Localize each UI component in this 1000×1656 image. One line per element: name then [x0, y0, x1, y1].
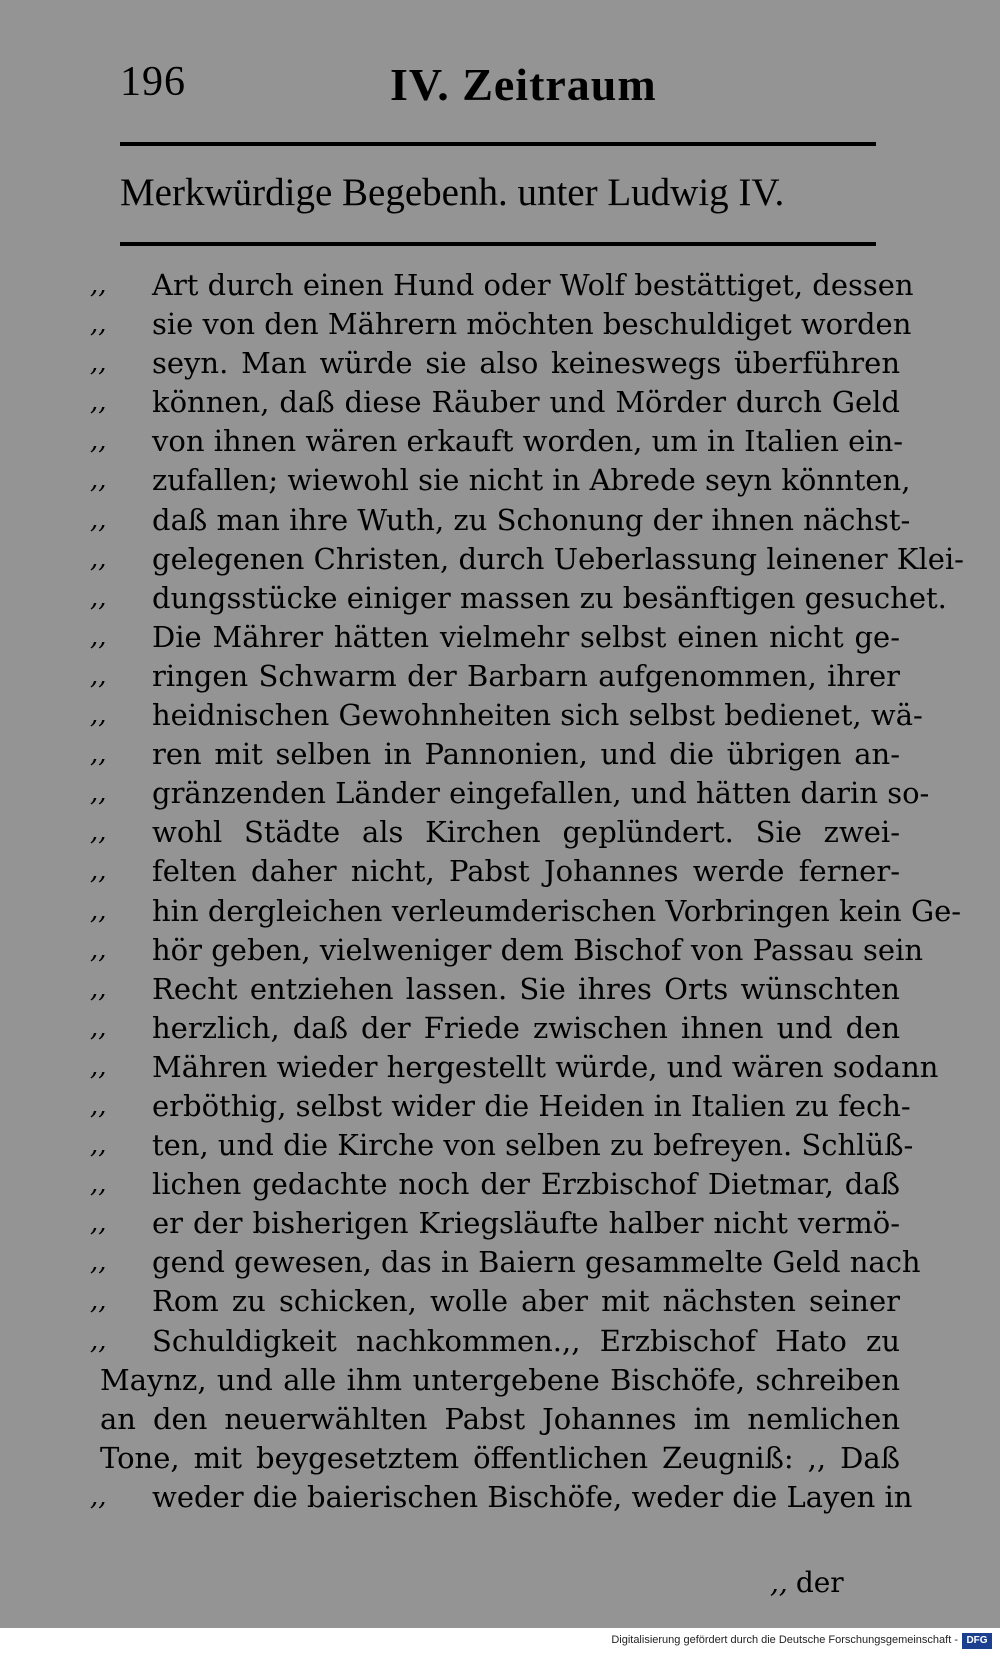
quote-mark: ,,: [90, 1090, 107, 1121]
quote-mark: ,,: [90, 739, 107, 770]
text-line: [90, 892, 962, 931]
line-text: herzlich, daß der Friede zwischen ihnen und den: [152, 1010, 900, 1045]
quote-mark: ,,: [90, 973, 107, 1004]
header-rule: [120, 142, 876, 146]
text-line: [90, 579, 947, 618]
page-number: 196: [120, 59, 186, 105]
text-line: [90, 774, 930, 813]
quote-mark: ,,: [90, 934, 107, 965]
catchword-word: der: [795, 1566, 844, 1599]
quote-mark: ,,: [90, 895, 107, 926]
text-line: [90, 1400, 900, 1439]
text-line: [90, 422, 904, 461]
text-line: [90, 501, 911, 540]
line-text: felten daher nicht, Pabst Johannes werde ferner-: [152, 854, 900, 889]
line-text: ren mit selben in Pannonien, und die übrigen an-: [152, 737, 900, 772]
text-line: [90, 852, 900, 891]
heading-rule: [120, 242, 876, 246]
text-line: [90, 266, 914, 305]
text-line: [90, 1439, 900, 1478]
line-text: ringen Schwarm der Barbarn aufgenommen, ihrer: [152, 658, 900, 693]
running-title: IV. Zeitraum: [390, 59, 657, 110]
text-line: [90, 1048, 939, 1087]
quote-mark: ,,: [90, 1012, 107, 1043]
line-text: von ihnen wären erkauft worden, um in Italien ein-: [152, 424, 904, 459]
quote-mark: ,,: [90, 660, 107, 691]
text-line: [90, 1165, 900, 1204]
text-line: [90, 540, 964, 579]
line-text: Schuldigkeit nachkommen.,, Erzbischof Hato zu: [152, 1323, 900, 1358]
text-line: [90, 1009, 900, 1048]
quote-mark: ,,: [90, 270, 107, 300]
line-text: hin dergleichen verleumderischen Vorbringen kein Ge-: [152, 893, 962, 928]
quote-mark: ,,: [90, 1325, 107, 1356]
line-text: zufallen; wiewohl sie nicht in Abrede seyn könnten,: [152, 463, 911, 498]
text-line: [90, 1282, 900, 1321]
quote-mark: ,,: [90, 778, 107, 809]
line-text: gränzenden Länder eingefallen, und hätten darin so-: [152, 776, 930, 811]
footer-credit: Digitalisierung gefördert durch die Deutsche Forschungsgemeinschaft -: [611, 1634, 958, 1646]
line-text: weder die baierischen Bischöfe, weder die Layen in: [152, 1479, 913, 1514]
body-text: [90, 266, 964, 1517]
text-line: [90, 657, 900, 696]
catchword-quote-mark: ,,: [770, 1566, 788, 1599]
quote-mark: ,,: [90, 387, 107, 418]
catchword: [770, 1566, 844, 1599]
quote-mark: ,,: [90, 1247, 107, 1278]
line-text: an den neuerwählten Pabst Johannes im nemlichen: [100, 1401, 900, 1436]
line-text: Die Mährer hätten vielmehr selbst einen nicht ge-: [152, 619, 900, 654]
quote-mark: ,,: [90, 621, 107, 652]
line-text: können, daß diese Räuber und Mörder durch Geld: [152, 385, 900, 420]
line-text: Mähren wieder hergestellt würde, und wären sodann: [152, 1049, 939, 1084]
line-text: Rom zu schicken, wolle aber mit nächsten seiner: [152, 1284, 900, 1319]
quote-mark: ,,: [90, 426, 107, 457]
line-text: wohl Städte als Kirchen geplündert. Sie zwei-: [152, 815, 900, 850]
text-line: [90, 618, 900, 657]
text-line: [90, 344, 900, 383]
line-text: dungsstücke einiger massen zu besänftigen gesuchet.: [152, 580, 947, 615]
quote-mark: ,,: [90, 504, 107, 535]
quote-mark: ,,: [90, 465, 107, 496]
line-text: daß man ihre Wuth, zu Schonung der ihnen nächst-: [152, 502, 911, 537]
text-line: [90, 305, 912, 344]
digitization-footer: [0, 1628, 1000, 1656]
quote-mark: ,,: [90, 817, 107, 848]
line-text: hör geben, vielweniger dem Bischof von Passau sein: [152, 932, 924, 967]
quote-mark: ,,: [90, 582, 107, 613]
line-text: Art durch einen Hund oder Wolf bestättiget, dessen: [152, 268, 914, 302]
dfg-logo: DFG: [962, 1633, 992, 1649]
text-line: [90, 696, 923, 735]
quote-mark: ,,: [90, 1051, 107, 1082]
text-line: [90, 461, 911, 500]
text-line: [90, 1087, 911, 1126]
text-line: [90, 1126, 914, 1165]
line-text: Recht entziehen lassen. Sie ihres Orts wünschten: [152, 971, 900, 1006]
line-text: erböthig, selbst wider die Heiden in Italien zu fech-: [152, 1088, 911, 1123]
page-header: [120, 58, 880, 118]
line-text: gend gewesen, das in Baiern gesammelte Geld nach: [152, 1245, 921, 1280]
text-line: [90, 735, 900, 774]
text-line: [90, 813, 900, 852]
line-text: er der bisherigen Kriegsläufte halber nicht vermö-: [152, 1206, 900, 1241]
quote-mark: ,,: [90, 700, 107, 731]
quote-mark: ,,: [90, 1481, 107, 1512]
text-line: [90, 1478, 913, 1517]
text-line: [90, 931, 924, 970]
text-line: [90, 1361, 900, 1400]
quote-mark: ,,: [90, 856, 107, 887]
text-line: [90, 970, 900, 1009]
text-line: [90, 1204, 900, 1243]
line-text: Tone, mit beygesetztem öffentlichen Zeugniß: ,, Daß: [100, 1440, 900, 1475]
line-text: sie von den Mährern möchten beschuldiget worden: [152, 307, 912, 342]
line-text: ten, und die Kirche von selben zu befreyen. Schlüß-: [152, 1128, 914, 1163]
quote-mark: ,,: [90, 543, 107, 574]
quote-mark: ,,: [90, 1208, 107, 1239]
text-line: [90, 1322, 900, 1361]
line-text: heidnischen Gewohnheiten sich selbst bedienet, wä-: [152, 698, 923, 733]
line-text: Maynz, und alle ihm untergebene Bischöfe, schreiben: [100, 1362, 900, 1397]
text-line: [90, 1243, 921, 1282]
quote-mark: ,,: [90, 348, 107, 379]
quote-mark: ,,: [90, 1286, 107, 1317]
quote-mark: ,,: [90, 1130, 107, 1161]
text-line: [90, 383, 900, 422]
line-text: lichen gedachte noch der Erzbischof Dietmar, daß: [152, 1167, 900, 1202]
section-heading: Merkwürdige Begebenh. unter Ludwig IV.: [120, 171, 785, 214]
quote-mark: ,,: [90, 309, 107, 340]
quote-mark: ,,: [90, 1169, 107, 1200]
line-text: gelegenen Christen, durch Ueberlassung leinener Klei-: [152, 541, 964, 576]
line-text: seyn. Man würde sie also keineswegs überführen: [152, 346, 900, 381]
